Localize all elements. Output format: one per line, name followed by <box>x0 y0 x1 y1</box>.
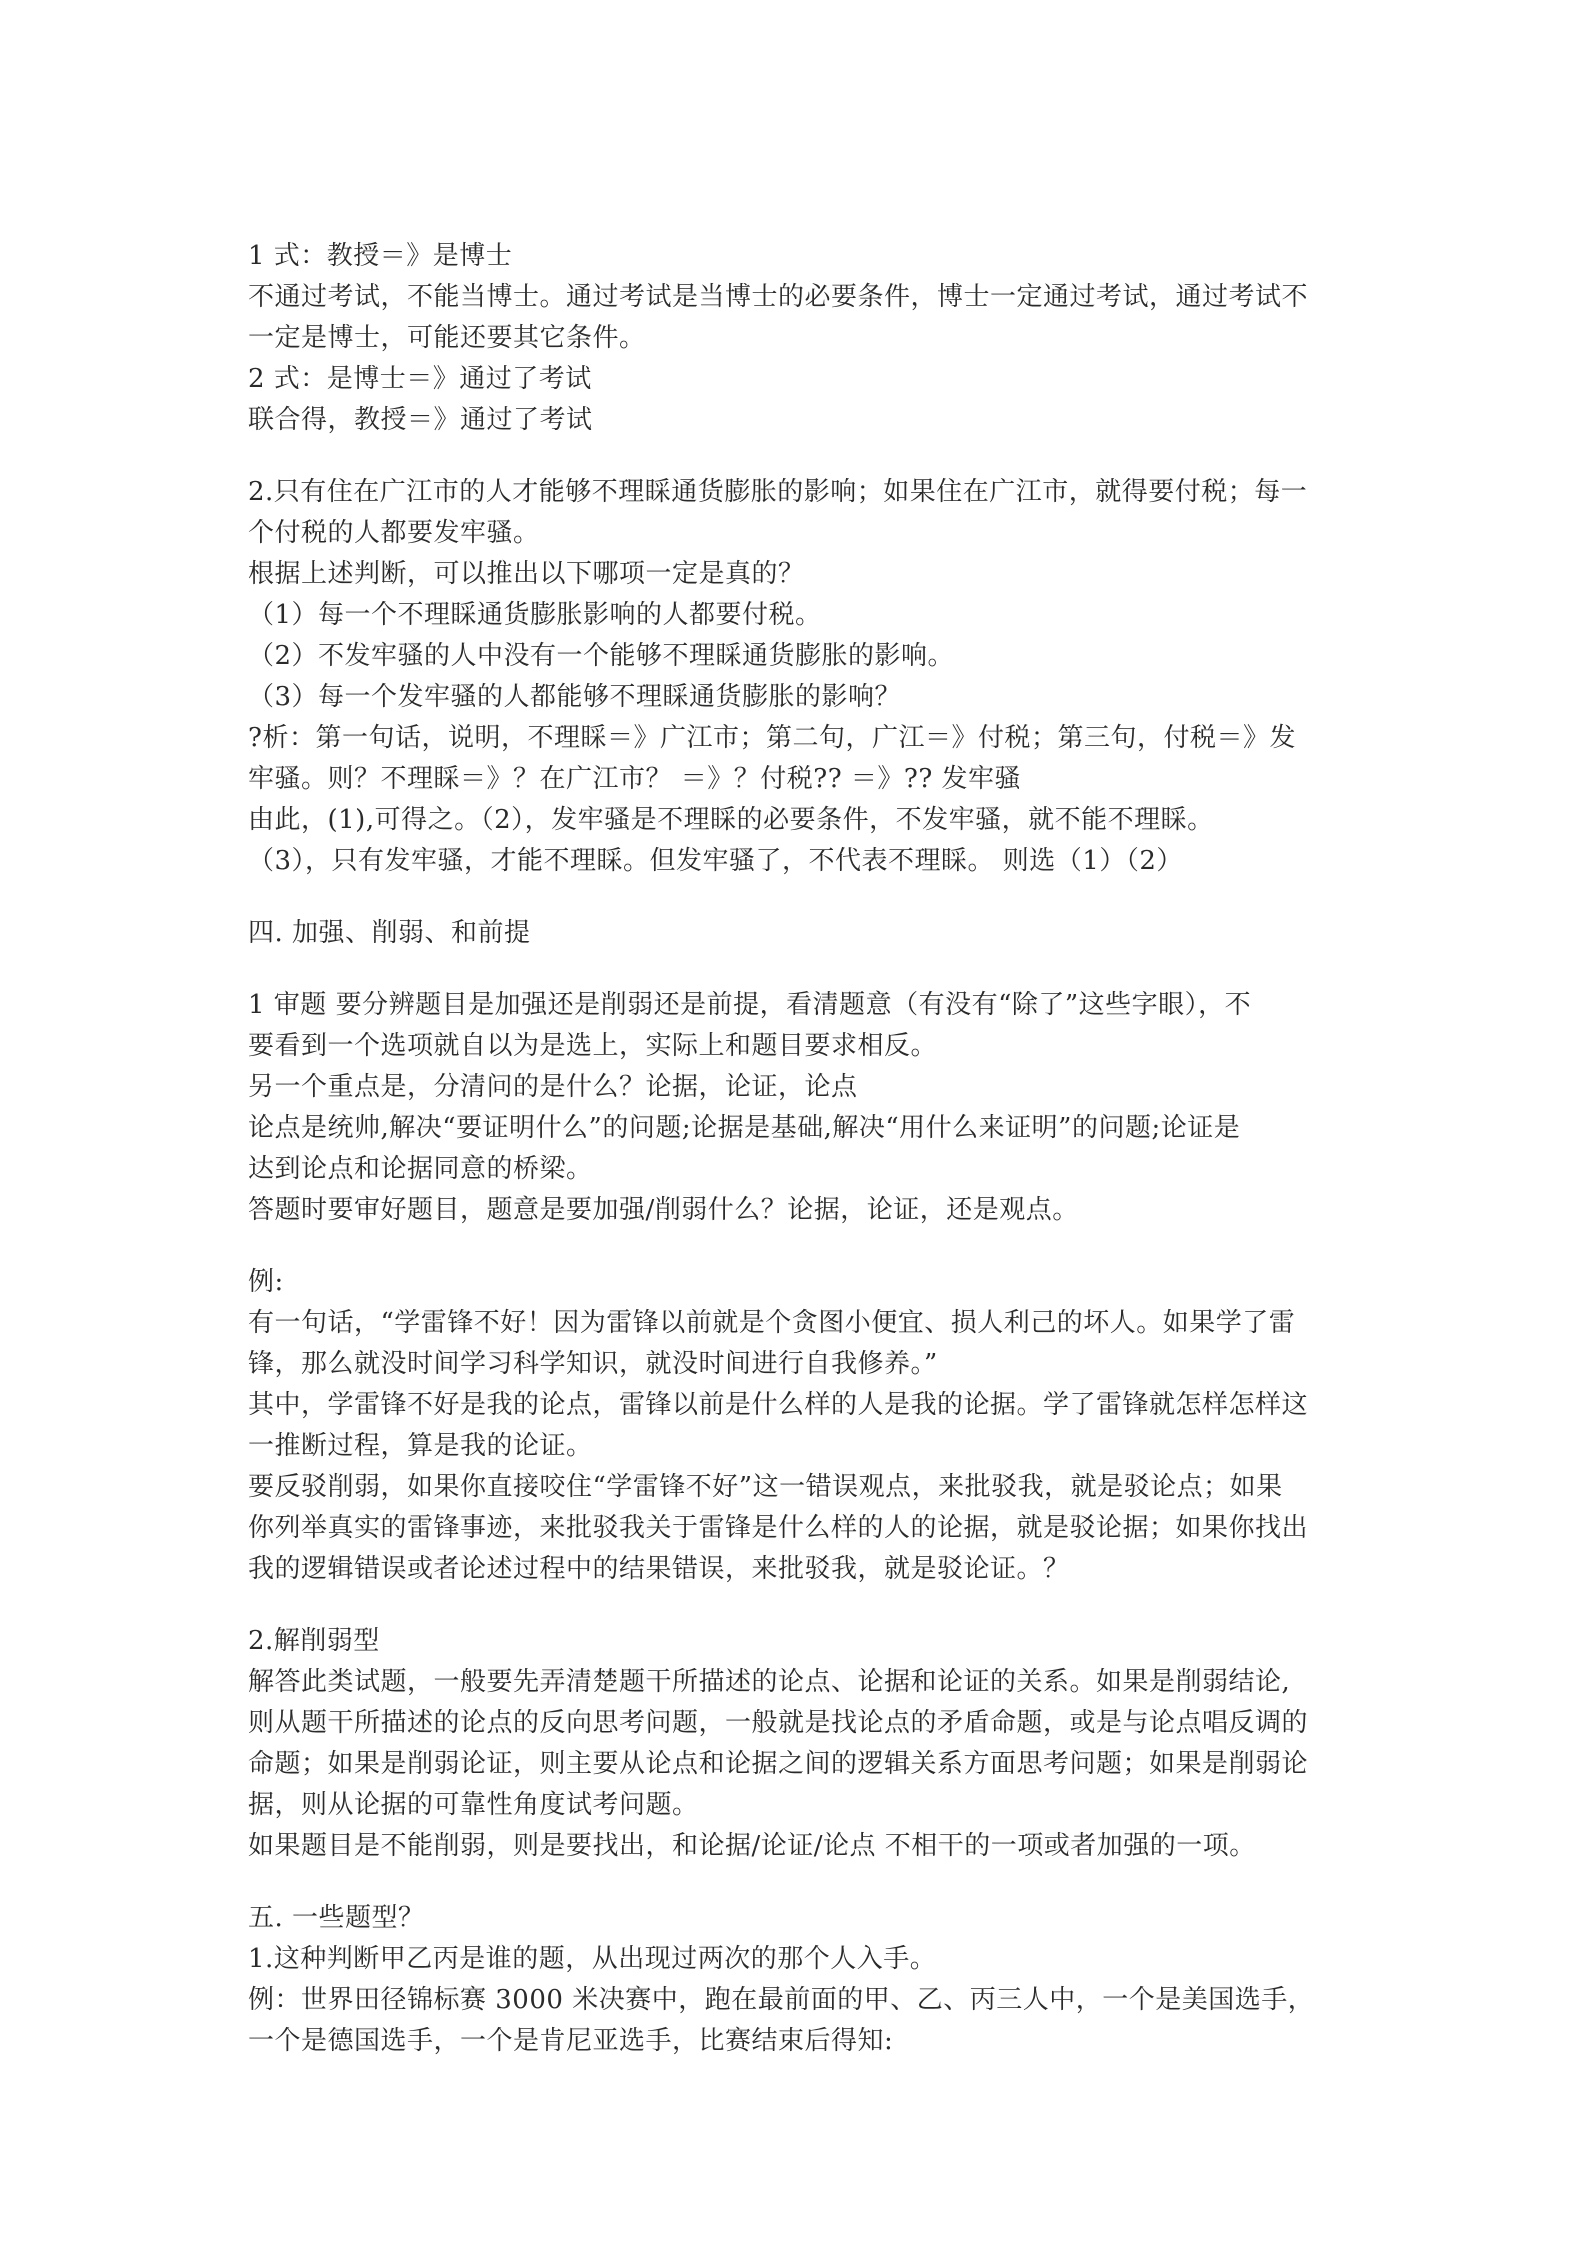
text-line: 不通过考试，不能当博士。通过考试是当博士的必要条件，博士一定通过考试，通过考试不 <box>248 282 1309 312</box>
paragraph-gap <box>248 441 1360 472</box>
text-line: 2.解削弱型 <box>248 1626 380 1656</box>
text-line: （3），只有发牢骚，才能不理睬。但发牢骚了，不代表不理睬。 则选（1）（2） <box>248 846 1183 876</box>
text-line: 根据上述判断，可以推出以下哪项一定是真的？ <box>248 559 805 589</box>
text-line: 由此，(1),可得之。（2），发牢骚是不理睬的必要条件，不发牢骚，就不能不理睬。 <box>248 805 1214 835</box>
text-line: 个付税的人都要发牢骚。 <box>248 518 540 548</box>
text-line: 如果题目是不能削弱，则是要找出，和论据/论证/论点 不相干的一项或者加强的一项。 <box>248 1831 1256 1861</box>
section-heading: 五. 一些题型？ <box>248 1903 425 1933</box>
section-review <box>248 985 1360 1231</box>
text-line: 1 式：教授＝》是博士 <box>248 241 513 271</box>
section-heading: 四. 加强、削弱、和前提 <box>248 918 531 948</box>
text-line: 一定是博士，可能还要其它条件。 <box>248 323 646 353</box>
text-line: 其中，学雷锋不好是我的论点，雷锋以前是什么样的人是我的论据。学了雷锋就怎样怎样这 <box>248 1390 1309 1420</box>
text-line: 一个是德国选手，一个是肯尼亚选手，比赛结束后得知: <box>248 2026 894 2056</box>
text-line: 论点是统帅,解决“要证明什么”的问题;论据是基础,解决“用什么来证明”的问题;论证是 <box>248 1113 1241 1143</box>
text-line: 据，则从论据的可靠性角度试考问题。 <box>248 1790 699 1820</box>
text-line: 联合得，教授＝》通过了考试 <box>248 405 593 435</box>
text-line: 你列举真实的雷锋事迹，来批驳我关于雷锋是什么样的人的论据，就是驳论据；如果你找出 <box>248 1513 1309 1543</box>
document-body <box>248 236 1360 2062</box>
paragraph-gap <box>248 1590 1360 1621</box>
section-example <box>248 1262 1360 1590</box>
text-line: 牢骚。则？不理睬＝》？在广江市？ ＝》？付税?? ＝》?? 发牢骚 <box>248 764 1022 794</box>
text-line: 2.只有住在广江市的人才能够不理睬通货膨胀的影响；如果住在广江市，就得要付税；每一 <box>248 477 1308 507</box>
text-line: 1 审题 要分辨题目是加强还是削弱还是前提，看清题意（有没有“除了”这些字眼），不 <box>248 990 1252 1020</box>
text-line: 解答此类试题，一般要先弄清楚题干所描述的论点、论据和论证的关系。如果是削弱结论, <box>248 1667 1291 1697</box>
text-line: 例: <box>248 1267 284 1297</box>
paragraph-gap <box>248 882 1360 913</box>
text-line: ?析：第一句话，说明，不理睬＝》广江市；第二句，广江＝》付税；第三句，付税＝》发 <box>248 723 1296 753</box>
text-line: 要反驳削弱，如果你直接咬住“学雷锋不好”这一错误观点，来批驳我，就是驳论点；如果 <box>248 1472 1283 1502</box>
text-line: 要看到一个选项就自以为是选上，实际上和题目要求相反。 <box>248 1031 938 1061</box>
text-line: 达到论点和论据同意的桥梁。 <box>248 1154 593 1184</box>
section-heading-4 <box>248 913 1360 954</box>
section-heading-5 <box>248 1898 1360 2062</box>
text-line: 我的逻辑错误或者论述过程中的结果错误，来批驳我，就是驳论证。？ <box>248 1554 1070 1584</box>
text-line: 2 式：是博士＝》通过了考试 <box>248 364 592 394</box>
text-line: 1.这种判断甲乙丙是谁的题，从出现过两次的那个人入手。 <box>248 1944 937 1974</box>
text-line: 另一个重点是，分清问的是什么？论据，论证，论点 <box>248 1072 858 1102</box>
text-line: （3）每一个发牢骚的人都能够不理睬通货膨胀的影响？ <box>248 682 902 712</box>
text-line: 命题；如果是削弱论证，则主要从论点和论据之间的逻辑关系方面思考问题；如果是削弱论 <box>248 1749 1309 1779</box>
text-line: （1）每一个不理睬通货膨胀影响的人都要付税。 <box>248 600 822 630</box>
paragraph-gap <box>248 954 1360 985</box>
paragraph-gap <box>248 1867 1360 1898</box>
text-line: 有一句话，“学雷锋不好！因为雷锋以前就是个贪图小便宜、损人利己的坏人。如果学了雷 <box>248 1308 1296 1338</box>
paragraph-gap <box>248 1231 1360 1262</box>
text-line: 例：世界田径锦标赛 3000 米决赛中，跑在最前面的甲、乙、丙三人中，一个是美国选手， <box>248 1985 1315 2015</box>
section-weaken <box>248 1621 1360 1867</box>
text-line: 则从题干所描述的论点的反向思考问题，一般就是找论点的矛盾命题，或是与论点唱反调的 <box>248 1708 1309 1738</box>
section-question-2 <box>248 472 1360 882</box>
text-line: 答题时要审好题目，题意是要加强/削弱什么？论据，论证，还是观点。 <box>248 1195 1079 1225</box>
text-line: 一推断过程，算是我的论证。 <box>248 1431 593 1461</box>
text-line: （2）不发牢骚的人中没有一个能够不理睬通货膨胀的影响。 <box>248 641 955 671</box>
section-formula <box>248 236 1360 441</box>
text-line: 锋，那么就没时间学习科学知识，就没时间进行自我修养。” <box>248 1349 938 1379</box>
